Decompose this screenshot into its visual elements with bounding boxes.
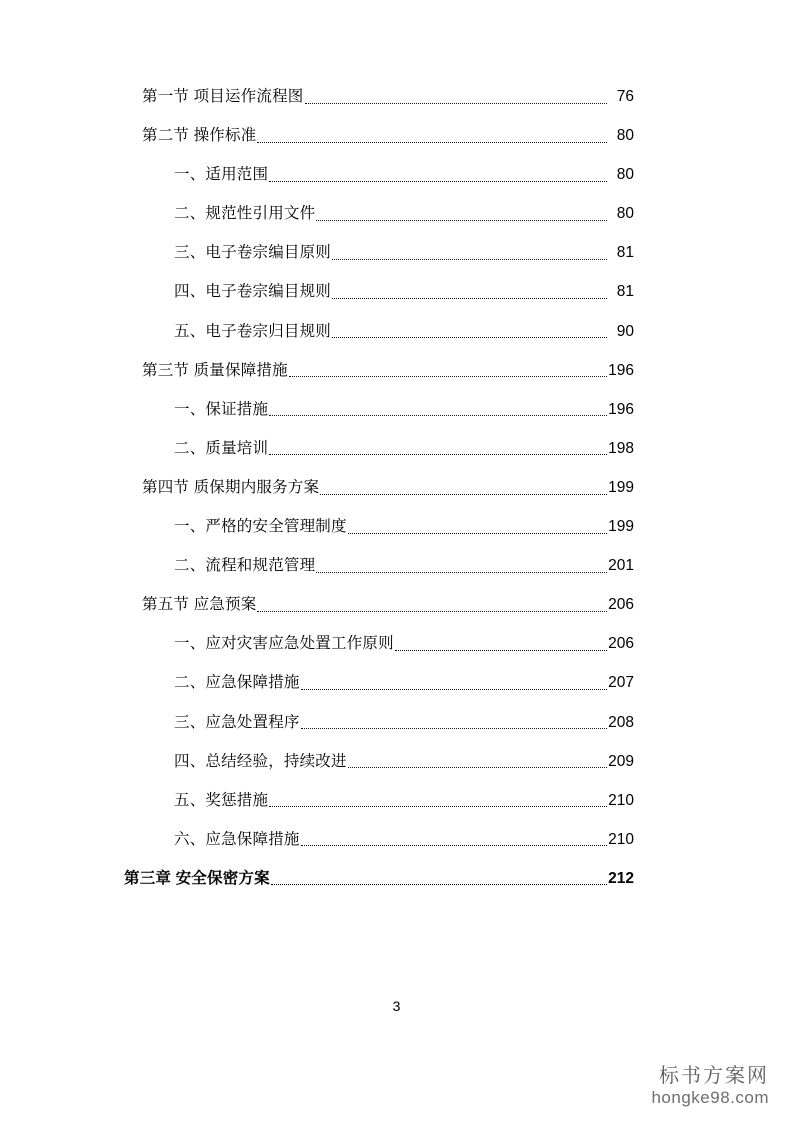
toc-entry-label: 第三章 安全保密方案	[124, 869, 270, 887]
table-of-contents	[124, 88, 634, 909]
watermark	[651, 1065, 769, 1108]
toc-entry-label: 第四节 质保期内服务方案	[142, 478, 320, 496]
toc-entry-label: 二、质量培训	[174, 439, 269, 457]
toc-entry-page: 201	[608, 557, 634, 575]
toc-leader-dots	[320, 493, 607, 495]
toc-entry-label: 二、规范性引用文件	[174, 205, 316, 223]
toc-entry[interactable]	[142, 362, 634, 381]
toc-entry[interactable]	[142, 166, 634, 185]
toc-entry-page: 199	[608, 478, 634, 496]
toc-entry[interactable]	[142, 557, 634, 576]
toc-leader-dots	[301, 727, 607, 729]
toc-entry[interactable]	[142, 753, 634, 772]
toc-entry-page: 210	[608, 830, 634, 848]
toc-entry-page: 209	[608, 752, 634, 770]
toc-leader-dots	[332, 336, 607, 338]
toc-entry-page: 199	[608, 518, 634, 536]
toc-entry-label: 第一节 项目运作流程图	[142, 88, 304, 105]
toc-leader-dots	[332, 258, 607, 260]
toc-entry[interactable]	[142, 88, 634, 107]
toc-entry[interactable]	[142, 205, 634, 224]
toc-entry-label: 第二节 操作标准	[142, 127, 257, 145]
toc-entry[interactable]	[142, 244, 634, 263]
toc-entry-page: 80	[616, 127, 634, 145]
toc-entry-page: 196	[608, 400, 634, 418]
toc-entry-page: 198	[608, 439, 634, 457]
toc-leader-dots	[269, 180, 607, 182]
toc-leader-dots	[257, 141, 607, 143]
toc-entry-page: 212	[608, 869, 634, 887]
toc-entry[interactable]	[142, 479, 634, 498]
toc-entry[interactable]	[142, 323, 634, 342]
toc-entry[interactable]	[142, 127, 634, 146]
toc-leader-dots	[348, 766, 607, 768]
toc-entry[interactable]	[142, 401, 634, 420]
toc-leader-dots	[269, 805, 607, 807]
toc-entry-label: 六、应急保障措施	[174, 830, 300, 848]
toc-entry-page: 81	[616, 244, 634, 262]
toc-entry[interactable]	[142, 440, 634, 459]
toc-entry-label: 第三节 质量保障措施	[142, 361, 288, 379]
toc-leader-dots	[332, 297, 607, 299]
toc-entry-page: 81	[616, 283, 634, 301]
toc-entry-label: 一、应对灾害应急处置工作原则	[174, 635, 394, 653]
toc-entry-page: 206	[608, 635, 634, 653]
toc-entry[interactable]	[142, 714, 634, 733]
toc-entry[interactable]	[142, 831, 634, 850]
toc-leader-dots	[316, 571, 607, 573]
toc-leader-dots	[305, 102, 607, 104]
toc-entry-label: 一、保证措施	[174, 400, 269, 418]
toc-entry-label: 一、严格的安全管理制度	[174, 518, 347, 536]
watermark-chinese-text: 标书方案网	[659, 1065, 769, 1088]
toc-entry-label: 五、电子卷宗归目规则	[174, 322, 332, 340]
toc-entry-page: 208	[608, 713, 634, 731]
toc-entry[interactable]	[124, 870, 634, 889]
toc-leader-dots	[395, 649, 607, 651]
toc-entry-page: 80	[616, 205, 634, 223]
toc-entry[interactable]	[142, 596, 634, 615]
toc-entry-label: 四、总结经验，持续改进	[174, 752, 347, 770]
toc-entry[interactable]	[142, 283, 634, 302]
toc-leader-dots	[289, 375, 607, 377]
toc-entry-label: 三、电子卷宗编目原则	[174, 244, 332, 262]
toc-entry-page: 80	[616, 166, 634, 184]
toc-leader-dots	[301, 844, 607, 846]
toc-entry-label: 二、应急保障措施	[174, 674, 300, 692]
toc-leader-dots	[348, 532, 607, 534]
watermark-url-text: hongke98.com	[651, 1088, 769, 1108]
toc-entry-label: 二、流程和规范管理	[174, 557, 316, 575]
toc-leader-dots	[257, 610, 607, 612]
toc-entry-page: 210	[608, 791, 634, 809]
toc-leader-dots	[316, 219, 607, 221]
toc-entry[interactable]	[142, 674, 634, 693]
page-number: 3	[392, 998, 401, 1014]
toc-entry[interactable]	[142, 635, 634, 654]
toc-leader-dots	[269, 414, 607, 416]
toc-entry-label: 五、奖惩措施	[174, 791, 269, 809]
toc-entry-page: 76	[616, 88, 634, 105]
toc-entry-page: 206	[608, 596, 634, 614]
toc-entry-label: 三、应急处置程序	[174, 713, 300, 731]
toc-leader-dots	[301, 688, 607, 690]
toc-entry-page: 196	[608, 361, 634, 379]
toc-entry-page: 90	[616, 322, 634, 340]
toc-entry[interactable]	[142, 792, 634, 811]
toc-entry[interactable]	[142, 518, 634, 537]
toc-entry-label: 第五节 应急预案	[142, 596, 257, 614]
toc-leader-dots	[269, 453, 607, 455]
toc-entry-page: 207	[608, 674, 634, 692]
toc-leader-dots	[271, 883, 607, 885]
toc-entry-label: 一、适用范围	[174, 166, 269, 184]
toc-entry-label: 四、电子卷宗编目规则	[174, 283, 332, 301]
